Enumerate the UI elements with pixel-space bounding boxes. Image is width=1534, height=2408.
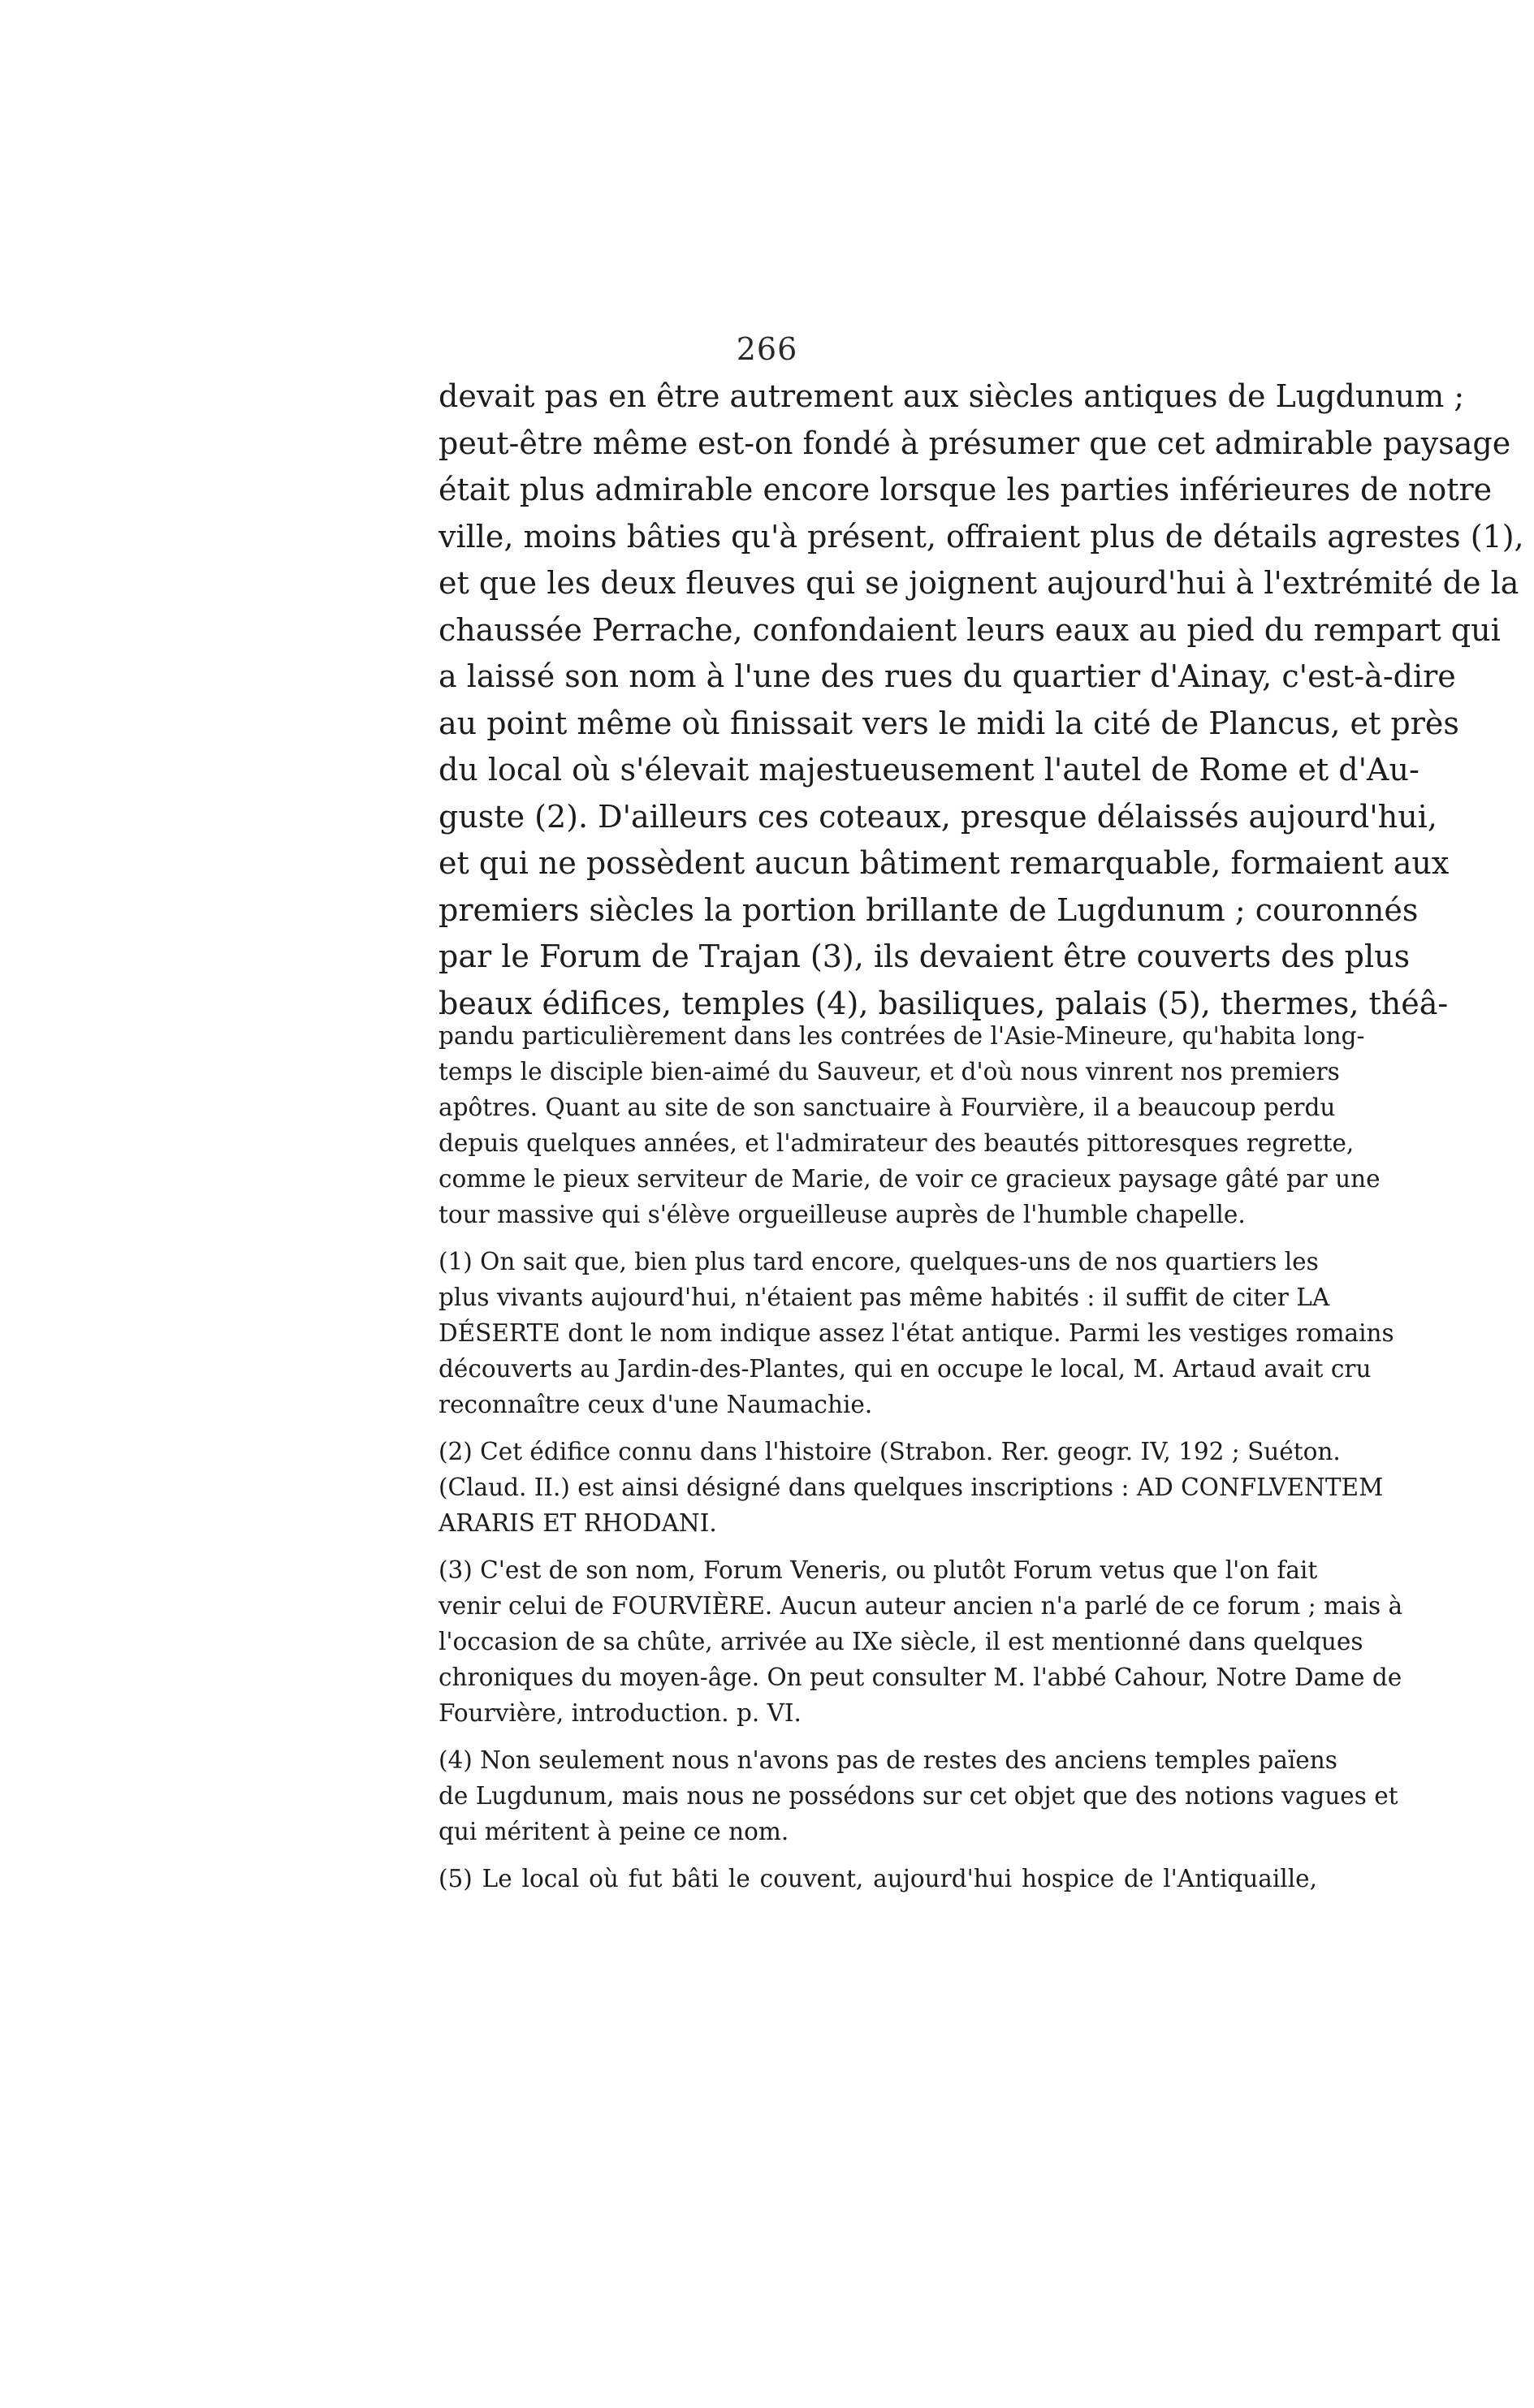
text-line: au point même où finissait vers le midi la cité de Plancus, et près (439, 705, 1459, 741)
footnote-line: (4) Non seulement nous n'avons pas de restes des anciens temples païens (439, 1746, 1337, 1774)
footnote-line: (5) Le local où fut bâti le couvent, aujourd'hui hospice de l'Antiquaille, (439, 1865, 1317, 1892)
text-line: par le Forum de Trajan (3), ils devaient être couverts des plus (439, 939, 1411, 974)
footnote-line: temps le disciple bien-aimé du Sauveur, et d'où nous vinrent nos premiers (439, 1058, 1340, 1085)
text-line: beaux édifices, temples (4), basiliques, palais (5), thermes, théâ- (439, 985, 1449, 1021)
footnote-line: qui méritent à peine ce nom. (439, 1818, 789, 1845)
footnote-line: (Claud. II.) est ainsi désigné dans quelques inscriptions : AD CONFLVENTEM (439, 1474, 1384, 1501)
footnote-5 (439, 1861, 1317, 1897)
footnote-line: tour massive qui s'élève orgueilleuse auprès de l'humble chapelle. (439, 1201, 1246, 1228)
footnote-line: (1) On sait que, bien plus tard encore, quelques-uns de nos quartiers les (439, 1248, 1319, 1275)
footnote-line: découverts au Jardin-des-Plantes, qui en occupe le local, M. Artaud avait cru (439, 1355, 1372, 1383)
footnote-line: plus vivants aujourd'hui, n'étaient pas même habités : il suffit de citer LA (439, 1284, 1330, 1311)
footnote-line: ARARIS ET RHODANI. (439, 1509, 717, 1537)
footnote-line: depuis quelques années, et l'admirateur des beautés pittoresques regrette, (439, 1129, 1355, 1157)
text-line: et que les deux fleuves qui se joignent aujourd'hui à l'extrémité de la (439, 565, 1519, 601)
footnote-3 (439, 1552, 1403, 1731)
footnote-line: (2) Cet édifice connu dans l'histoire (Strabon. Rer. geogr. IV, 192 ; Suéton. (439, 1438, 1341, 1465)
footnote-line: venir celui de FOURVIÈRE. Aucun auteur ancien n'a parlé de ce forum ; mais à (439, 1592, 1403, 1620)
footnote-line: Fourvière, introduction. p. VI. (439, 1699, 802, 1727)
footnote-line: DÉSERTE dont le nom indique assez l'état antique. Parmi les vestiges romains (439, 1319, 1394, 1347)
text-line: guste (2). D'ailleurs ces coteaux, presque délaissés aujourd'hui, (439, 798, 1437, 835)
text-line: premiers siècles la portion brillante de Lugdunum ; couronnés (439, 891, 1419, 928)
footnote-line: pandu particulièrement dans les contrées de l'Asie-Mineure, qu'habita long- (439, 1022, 1365, 1050)
text-line: peut-être même est-on fondé à présumer que cet admirable paysage (439, 425, 1511, 461)
footnote-4 (439, 1742, 1398, 1849)
footnote-line: apôtres. Quant au site de son sanctuaire à Fourvière, il a beaucoup perdu (439, 1094, 1336, 1121)
text-line: et qui ne possèdent aucun bâtiment remarquable, formaient aux (439, 845, 1450, 881)
text-line: était plus admirable encore lorsque les parties inférieures de notre (439, 472, 1493, 507)
text-line: a laissé son nom à l'une des rues du quartier d'Ainay, c'est-à-dire (439, 658, 1456, 694)
footnote-line: comme le pieux serviteur de Marie, de voir ce gracieux paysage gâté par une (439, 1165, 1381, 1193)
footnote-2 (439, 1434, 1384, 1541)
footnote-line: (3) C'est de son nom, Forum Veneris, ou plutôt Forum vetus que l'on fait (439, 1556, 1318, 1584)
text-line: chaussée Perrache, confondaient leurs eaux au pied du rempart qui (439, 611, 1501, 648)
footnote-line: l'occasion de sa chûte, arrivée au IXe siècle, il est mentionné dans quelques (439, 1628, 1363, 1655)
text-line: devait pas en être autrement aux siècles antiques de Lugdunum ; (439, 378, 1465, 414)
page-number: 266 (736, 331, 798, 367)
footnote-line: chroniques du moyen-âge. On peut consulter M. l'abbé Cahour, Notre Dame de (439, 1664, 1402, 1691)
footnote-line: reconnaître ceux d'une Naumachie. (439, 1391, 873, 1418)
footnote-line: de Lugdunum, mais nous ne possédons sur cet objet que des notions vagues et (439, 1782, 1398, 1810)
text-line: du local où s'élevait majestueusement l'autel de Rome et d'Au- (439, 752, 1419, 788)
footnote-continuation (439, 1018, 1381, 1232)
main-text-body (439, 373, 1524, 1027)
text-line: ville, moins bâties qu'à présent, offraient plus de détails agrestes (1), (439, 518, 1524, 555)
footnote-1 (439, 1244, 1394, 1422)
footnotes (439, 1018, 1403, 1897)
